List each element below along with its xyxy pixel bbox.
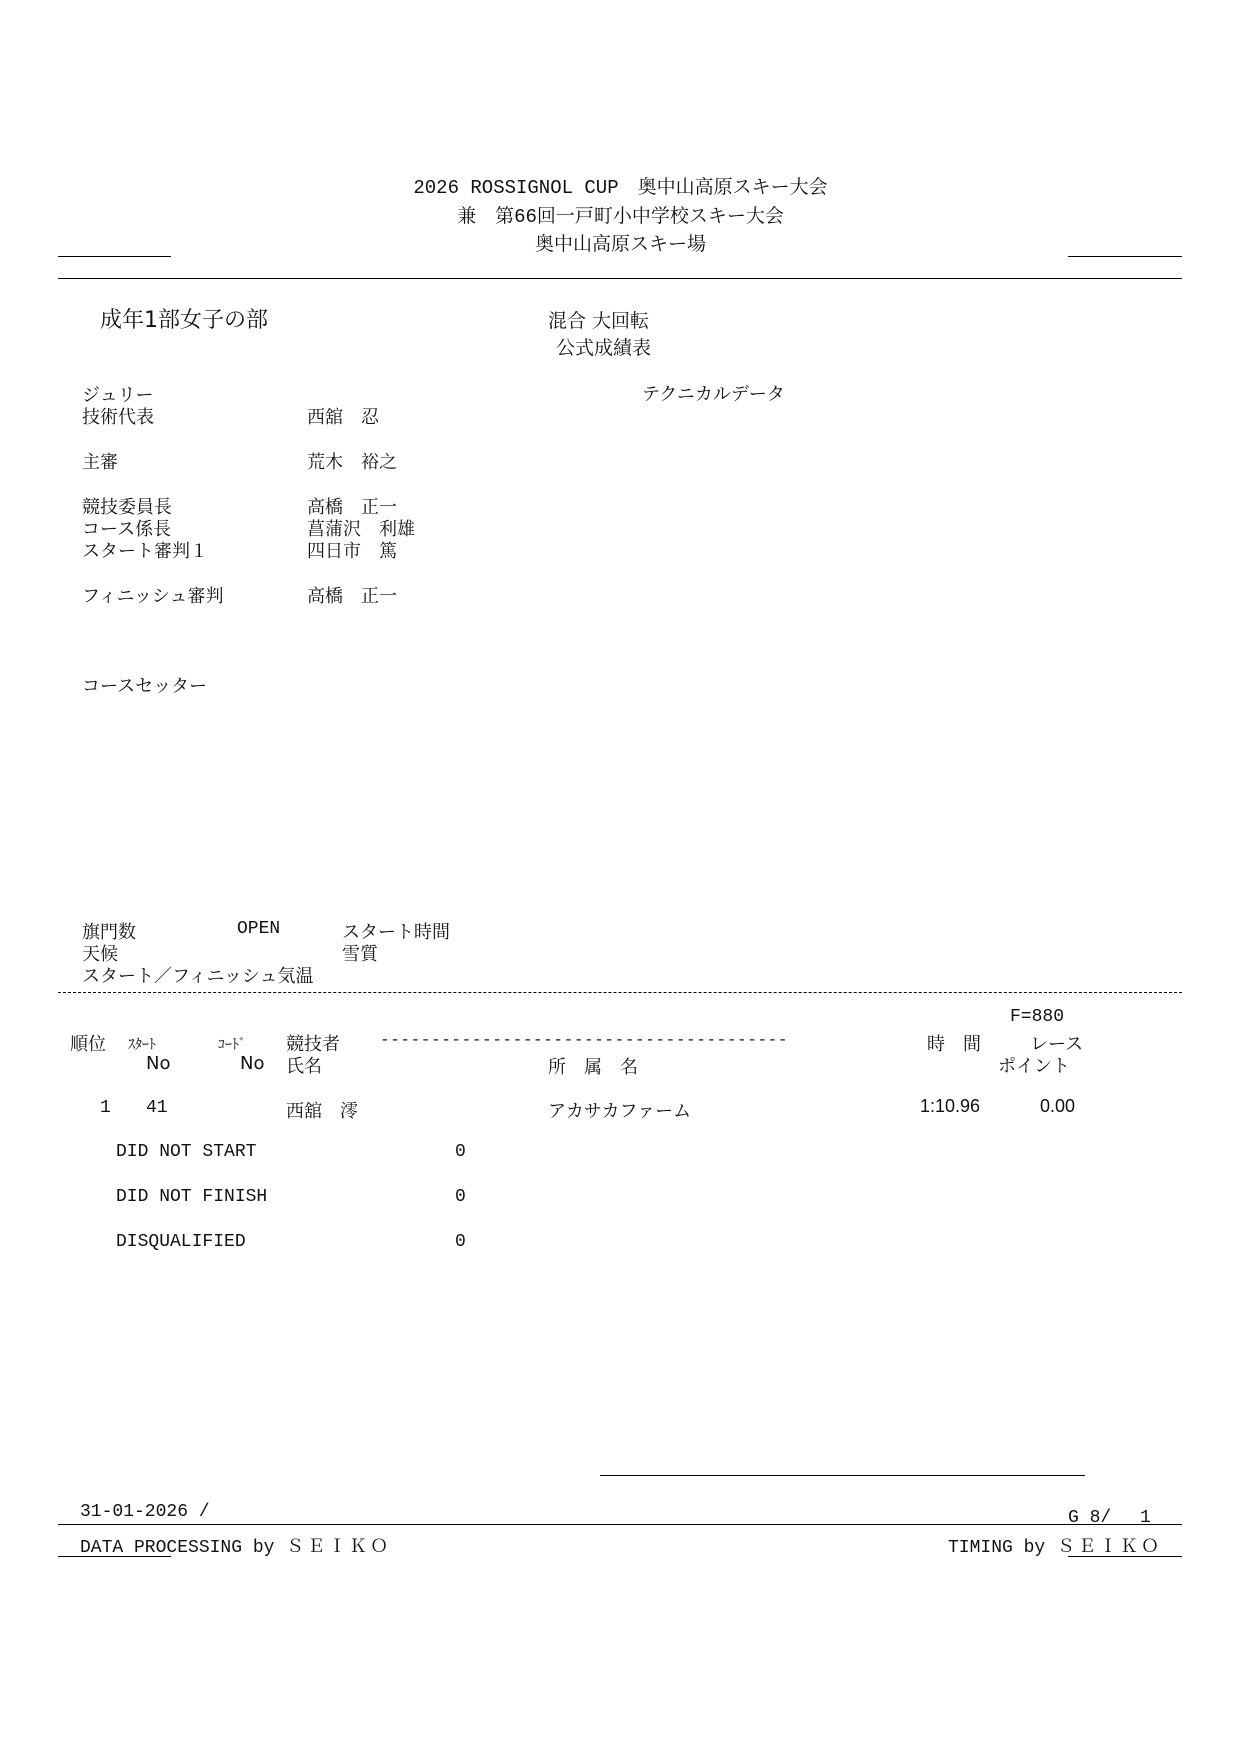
- data-processing-label: DATA PROCESSING by: [80, 1538, 275, 1558]
- snow-label: 雪質: [342, 944, 378, 965]
- jury-role: スタート審判１: [82, 541, 208, 562]
- col-competitor: 競技者: [286, 1034, 340, 1055]
- col-rank: 順位: [70, 1034, 106, 1055]
- gates-value: OPEN: [237, 919, 281, 939]
- col-code: ｺｰﾄﾞ: [218, 1037, 246, 1053]
- row-rank: 1: [100, 1098, 111, 1118]
- row-points: 0.00: [1040, 1096, 1076, 1116]
- header-venue: 奥中山高原スキー場: [534, 234, 706, 256]
- summary-label: DISQUALIFIED: [116, 1232, 246, 1252]
- footer-page: G 8/ 1: [1068, 1508, 1151, 1528]
- col-time: 時 間: [927, 1034, 981, 1055]
- timing-label: TIMING by: [948, 1538, 1046, 1558]
- event-title: 公式成績表: [556, 337, 652, 359]
- signature-line: [600, 1475, 1085, 1476]
- row-bib: 41: [146, 1098, 168, 1118]
- summary-label: DID NOT FINISH: [116, 1187, 268, 1207]
- jury-role: 競技委員長: [82, 497, 172, 518]
- row-time: 1:10.96: [920, 1096, 981, 1116]
- row-name: 西舘 澪: [286, 1101, 358, 1122]
- summary-count: 0: [455, 1142, 466, 1162]
- col-race: レース: [1030, 1034, 1084, 1055]
- col-start-no: No: [146, 1053, 171, 1074]
- footer-left-rule: [58, 1556, 171, 1557]
- weather-label: 天候: [82, 944, 118, 965]
- col-start: ｽﾀｰﾄ: [128, 1037, 156, 1053]
- course-setter-label: コースセッター: [82, 676, 208, 697]
- header-full-rule: [58, 278, 1182, 279]
- footer-right-rule: [1068, 1556, 1182, 1557]
- summary-count: 0: [455, 1187, 466, 1207]
- jury-role: 主審: [82, 452, 118, 473]
- summary-count: 0: [455, 1232, 466, 1252]
- technical-data-heading: テクニカルデータ: [642, 384, 785, 405]
- gates-label: 旗門数: [82, 922, 136, 943]
- category-title: 成年1部女子の部: [100, 308, 268, 333]
- jury-name: 荒木 裕之: [307, 452, 397, 473]
- footer-data-processing: [80, 1532, 391, 1558]
- seiko-brand: ＳＥＩＫＯ: [1056, 1536, 1162, 1557]
- row-club: アカサカファーム: [548, 1101, 692, 1122]
- f-value: F=880: [1010, 1007, 1065, 1027]
- event-discipline: 混合 大回転: [548, 310, 650, 332]
- jury-name: 四日市 篤: [307, 541, 397, 562]
- col-name: 氏名: [286, 1056, 322, 1077]
- summary-label: DID NOT START: [116, 1142, 257, 1162]
- seiko-brand: ＳＥＩＫＯ: [286, 1536, 392, 1557]
- start-time-label: スタート時間: [342, 922, 450, 943]
- col-code-no: No: [240, 1053, 265, 1074]
- section-divider: [58, 992, 1182, 993]
- footer-date: 31-01-2026 /: [80, 1502, 210, 1522]
- footer-timing: [948, 1532, 1162, 1558]
- footer-rule: [58, 1524, 1182, 1525]
- header-right-rule: [1068, 256, 1182, 257]
- col-points: ポイント: [998, 1056, 1070, 1077]
- header-title-line2: 兼 第66回一戸町小中学校スキー大会: [457, 206, 784, 228]
- jury-name: 菖蒲沢 利雄: [307, 519, 415, 540]
- jury-name: 西舘 忍: [307, 407, 379, 428]
- header-title-line1: 2026 ROSSIGNOL CUP 奥中山高原スキー大会: [413, 177, 828, 199]
- jury-role: コース係長: [82, 519, 172, 540]
- header-dashes: ----------------------------------------: [380, 1031, 789, 1049]
- header-left-rule: [58, 256, 171, 257]
- jury-heading: ジュリー: [82, 385, 154, 406]
- jury-role: 技術代表: [82, 407, 154, 428]
- jury-role: フィニッシュ審判: [82, 586, 224, 607]
- temperature-label: スタート／フィニッシュ気温: [82, 966, 314, 987]
- jury-name: 高橋 正一: [307, 586, 397, 607]
- col-club: 所 属 名: [548, 1057, 638, 1078]
- jury-name: 高橋 正一: [307, 497, 397, 518]
